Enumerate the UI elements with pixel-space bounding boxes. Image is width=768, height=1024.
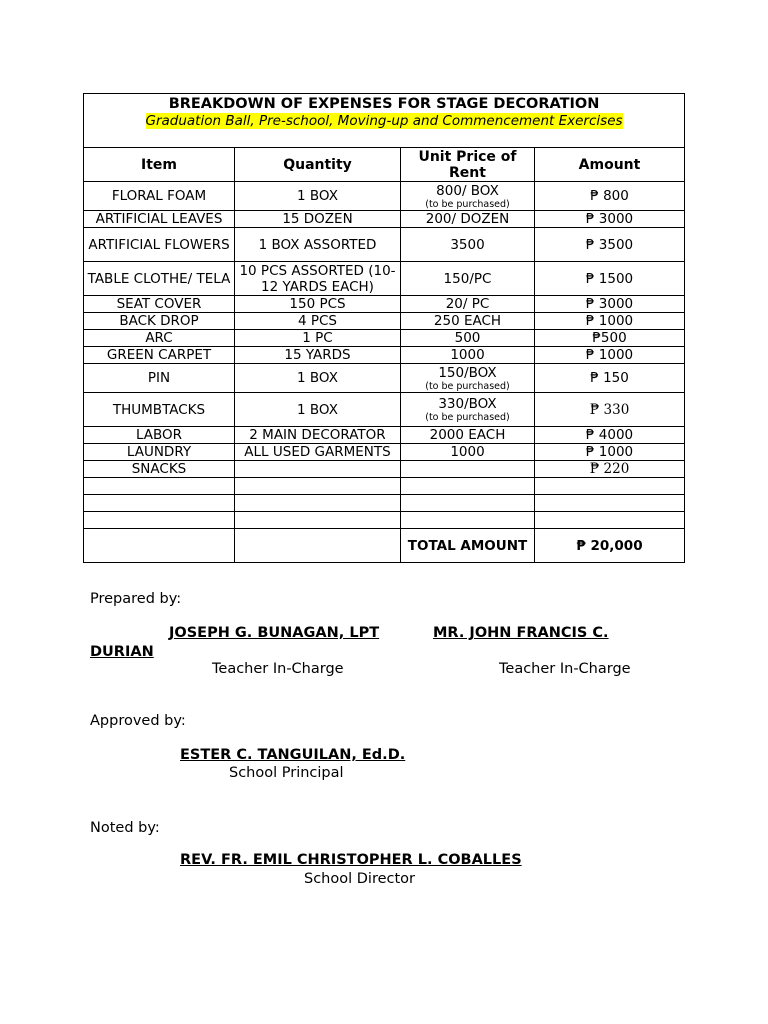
table-row	[84, 313, 685, 330]
noted-by-label: Noted by:	[90, 820, 160, 836]
table-subtitle: Graduation Ball, Pre-school, Moving-up and Commencement Exercises	[145, 113, 623, 129]
preparer1-role: Teacher In-Charge	[212, 661, 344, 677]
amount-cell: ₱ 3000	[535, 296, 685, 313]
unit-price-cell	[401, 364, 535, 393]
quantity-cell: 15 YARDS	[235, 347, 401, 364]
quantity-cell: ALL USED GARMENTS	[235, 444, 401, 461]
purchase-note: (to be purchased)	[425, 380, 510, 392]
table-row	[84, 296, 685, 313]
amount-cell: ₱ 1000	[535, 313, 685, 330]
table-row	[84, 347, 685, 364]
approver-name: ESTER C. TANGUILAN, Ed.D.	[180, 747, 406, 763]
quantity-cell: 1 BOX ASSORTED	[235, 228, 401, 262]
amount-cell: ₱ 4000	[535, 427, 685, 444]
item-cell: ARC	[84, 330, 235, 347]
amount-cell: ₱ 800	[535, 182, 685, 211]
unit-price-cell	[401, 444, 535, 461]
item-cell: TABLE CLOTHE/ TELA	[84, 262, 235, 296]
quantity-cell: 15 DOZEN	[235, 211, 401, 228]
column-header-amount: Amount	[535, 148, 685, 182]
column-header-item: Item	[84, 148, 235, 182]
table-row	[84, 478, 685, 495]
item-cell: ARTIFICIAL FLOWERS	[84, 228, 235, 262]
preparer1-name: JOSEPH G. BUNAGAN, LPT	[169, 625, 380, 641]
preparer2-name-part1: MR. JOHN FRANCIS C.	[433, 625, 609, 641]
unit-price-cell	[401, 296, 535, 313]
noter-name: REV. FR. EMIL CHRISTOPHER L. COBALLES	[180, 852, 522, 868]
unit-price-value: 20/ PC	[445, 296, 490, 312]
amount-cell: ₱ 150	[535, 364, 685, 393]
unit-price-value: 1000	[450, 347, 485, 363]
amount-cell: ₱ 3500	[535, 228, 685, 262]
column-header-unit-price: Unit Price of Rent	[401, 148, 535, 182]
amount-cell: ₱500	[535, 330, 685, 347]
column-header-quantity: Quantity	[235, 148, 401, 182]
unit-price-value: 3500	[450, 236, 485, 253]
table-row	[84, 444, 685, 461]
unit-price-cell	[401, 313, 535, 330]
table-row	[84, 211, 685, 228]
unit-price-value: 250 EACH	[433, 313, 502, 329]
unit-price-cell	[401, 211, 535, 228]
quantity-cell: 4 PCS	[235, 313, 401, 330]
unit-price-cell	[401, 262, 535, 296]
unit-price-cell	[401, 347, 535, 364]
table-row	[84, 364, 685, 393]
item-cell: ARTIFICIAL LEAVES	[84, 211, 235, 228]
amount-cell: ₱ 3000	[535, 211, 685, 228]
item-cell: FLORAL FOAM	[84, 182, 235, 211]
table-title-cell	[84, 94, 685, 148]
table-row	[84, 262, 685, 296]
item-cell: SEAT COVER	[84, 296, 235, 313]
quantity-cell: 1 BOX	[235, 182, 401, 211]
purchase-note: (to be purchased)	[425, 412, 510, 423]
unit-price-value: 330/BOX	[438, 396, 497, 412]
unit-price-value: 200/ DOZEN	[425, 211, 510, 227]
quantity-cell: 150 PCS	[235, 296, 401, 313]
amount-cell: ₱ 1000	[535, 347, 685, 364]
quantity-cell: 1 PC	[235, 330, 401, 347]
approved-by-label: Approved by:	[90, 713, 186, 729]
total-row	[84, 529, 685, 563]
total-label: TOTAL AMOUNT	[401, 529, 535, 563]
noter-role: School Director	[304, 871, 415, 887]
table-row	[84, 427, 685, 444]
item-cell: PIN	[84, 364, 235, 393]
unit-price-value: 150/PC	[443, 270, 492, 287]
unit-price-cell	[401, 182, 535, 211]
unit-price-cell	[401, 330, 535, 347]
table-row	[84, 182, 685, 211]
unit-price-value: 150/BOX	[438, 364, 497, 381]
quantity-cell: 1 BOX	[235, 393, 401, 427]
table-row	[84, 393, 685, 427]
unit-price-cell	[401, 427, 535, 444]
expenses-table	[83, 93, 685, 563]
unit-price-cell	[401, 228, 535, 262]
quantity-cell: 2 MAIN DECORATOR	[235, 427, 401, 444]
item-cell: GREEN CARPET	[84, 347, 235, 364]
table-row	[84, 228, 685, 262]
item-cell: THUMBTACKS	[84, 393, 235, 427]
amount-cell: ₱ 220	[535, 461, 685, 478]
item-cell: LABOR	[84, 427, 235, 444]
unit-price-value: 500	[454, 330, 481, 346]
quantity-cell	[235, 461, 401, 478]
purchase-note: (to be purchased)	[425, 198, 510, 210]
table-title: BREAKDOWN OF EXPENSES FOR STAGE DECORATION	[168, 96, 600, 112]
unit-price-value: 800/ BOX	[436, 182, 499, 199]
table-row	[84, 512, 685, 529]
preparer2-role: Teacher In-Charge	[499, 661, 631, 677]
amount-cell: ₱ 1500	[535, 262, 685, 296]
item-cell: LAUNDRY	[84, 444, 235, 461]
preparer2-name-part2: DURIAN	[90, 644, 154, 660]
table-row	[84, 495, 685, 512]
unit-price-value: 2000 EACH	[429, 427, 506, 443]
amount-cell: ₱ 330	[535, 393, 685, 427]
unit-price-cell	[401, 393, 535, 427]
unit-price-cell	[401, 461, 535, 478]
total-amount: ₱ 20,000	[535, 529, 685, 563]
amount-cell: ₱ 1000	[535, 444, 685, 461]
quantity-cell: 1 BOX	[235, 364, 401, 393]
unit-price-value: 1000	[450, 444, 485, 460]
table-row	[84, 330, 685, 347]
prepared-by-label: Prepared by:	[90, 591, 182, 607]
item-cell: BACK DROP	[84, 313, 235, 330]
table-row	[84, 461, 685, 478]
table-body	[84, 182, 685, 478]
quantity-cell: 10 PCS ASSORTED (10-12 YARDS EACH)	[235, 262, 401, 296]
approver-role: School Principal	[229, 765, 344, 781]
item-cell: SNACKS	[84, 461, 235, 478]
